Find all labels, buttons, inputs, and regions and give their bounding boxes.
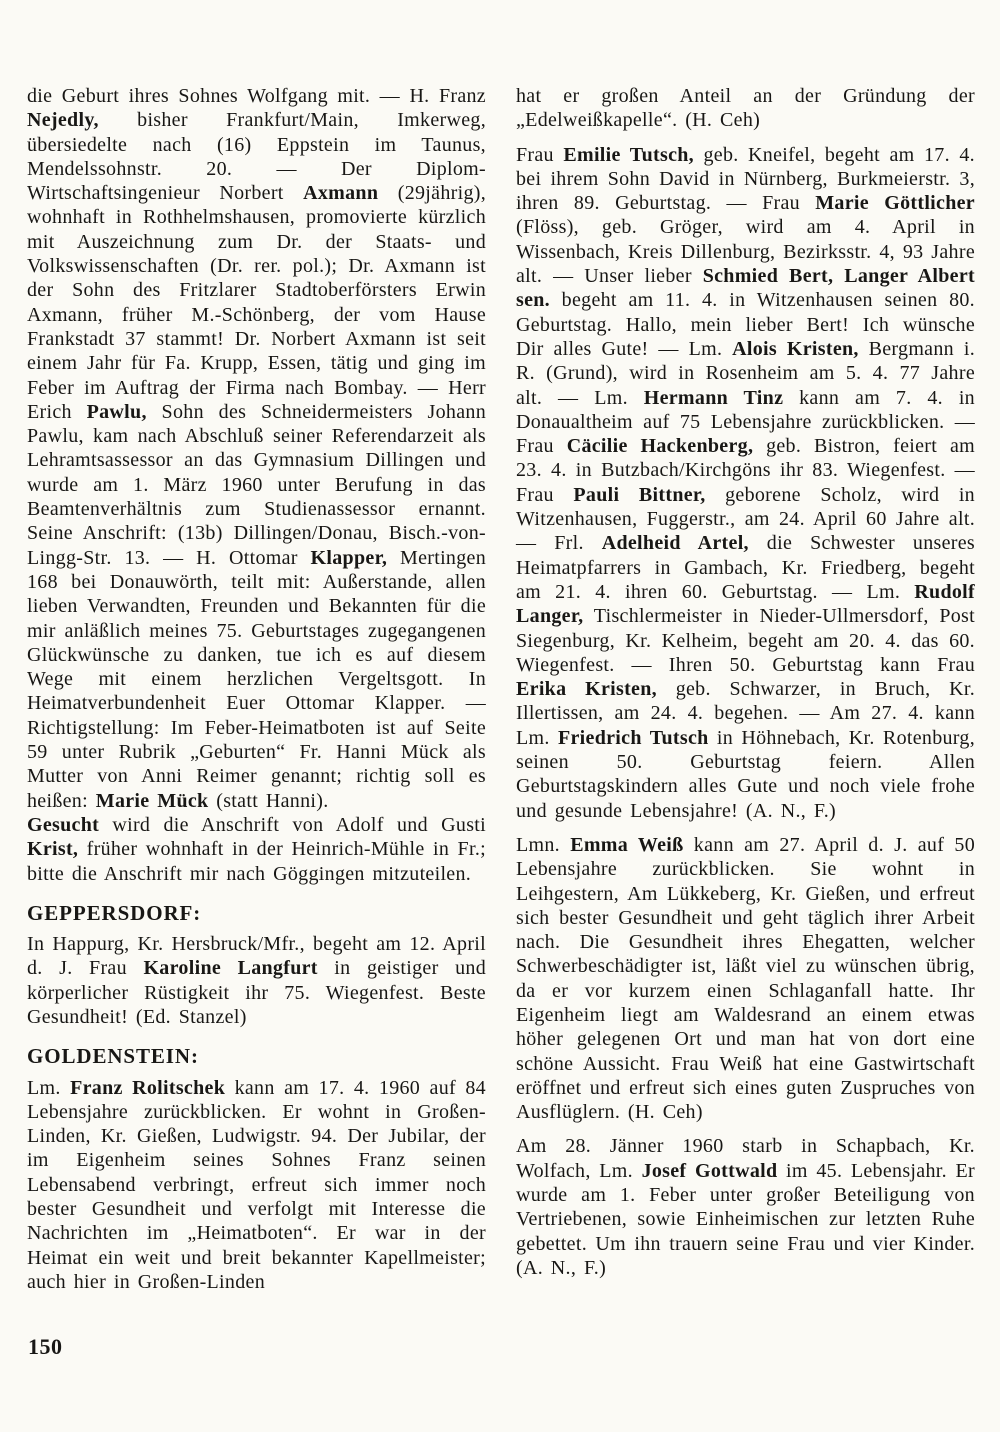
emphasized-name: Gesucht — [27, 813, 100, 836]
emphasized-name: Nejedly, — [27, 109, 99, 132]
emphasized-name: Marie Mück — [95, 789, 209, 812]
body-text: Mertingen 168 bei Donauwörth, teilt mit: Außerstande, allen lieben Verwandten, Freunden und Bekannten für die mir anläßlich meines 75. Geburtstages zugegangenen Glückwünsche zu danken, tue ich es auf diesem Wege mit einem herzlichen Vergeltsgott. In Heimatverbundenheit Euer Ottomar Klapper. — Richtigstellung: Im Feber-Heimatboten ist auf Seite 59 unter Rubrik „Geburten“ Fr. Hanni Mück als Mutter von Anni Reimer genannt; richtig soll es heißen: — [27, 546, 487, 812]
emphasized-name: Franz Rolitschek — [70, 1076, 226, 1099]
emphasized-name: Erika Kristen, — [516, 678, 657, 701]
body-paragraph — [27, 813, 486, 886]
body-paragraph — [516, 84, 975, 133]
emphasized-name: Cäcilie Hackenberg, — [566, 435, 754, 458]
body-text: Frau — [516, 143, 564, 166]
body-text: Bergmann i. R. (Grund), wird in Rosenheim am 5. 4. 77 Jahre alt. — Lm. — [516, 337, 975, 409]
body-paragraph — [516, 833, 975, 1125]
body-text: (Flöss), geb. Gröger, wird am 4. April in Wissenbach, Kreis Dillenburg, Bezirksstr. 4, 93 Jahre alt. — Unser lieber — [516, 216, 975, 288]
body-text: wird die Anschrift von Adolf und Gusti — [99, 813, 486, 836]
body-text: (29jährig), wohnhaft in Rothhelmshausen, promovierte kürzlich mit Auszeichnung zum Dr. der Staats- und Volkswissenschaften (Dr. rer. pol.); Dr. Axmann ist der Sohn des Fritzlarer Stadtoberförsters Erwin Axmann, früher M.-Schönberg, der vom Hause Frankstadt 37 stammt! Dr. Norbert Axmann ist seit einem Jahr für Fa. Krupp, Essen, tätig und ging im Feber im Auftrag der Firma nach Bombay. — Herr Erich — [27, 182, 487, 423]
emphasized-name: Marie Göttlicher — [815, 192, 975, 215]
emphasized-name: Rudolf Langer, — [516, 580, 975, 628]
body-text: Am 28. Jänner 1960 starb in Schapbach, Kr. Wolfach, Lm. — [516, 1135, 975, 1182]
body-text: Lmn. — [516, 833, 571, 856]
body-text: die Schwester unseres Heimatpfarrers in Gambach, Kr. Friedberg, begeht am 21. 4. ihren 60. Geburtstag. — Lm. — [516, 532, 975, 603]
emphasized-name: Hermann Tinz — [643, 386, 784, 409]
body-text: Lm. — [27, 1076, 71, 1099]
emphasized-name: Pawlu, — [86, 400, 147, 423]
body-text: in geistiger und körperlicher Rüstigkeit ihr 75. Wiegenfest. Beste Gesundheit! (Ed. Stanzel) — [27, 957, 486, 1028]
body-text: bisher Frankfurt/Main, Imkerweg, übersiedelte nach (16) Eppstein im Taunus, Mendelssohnstr. 20. — Der Diplom-Wirtschaftsingenieur Norbert — [27, 109, 486, 205]
body-text: früher wohnhaft in der Heinrich-Mühle in Fr.; bitte die Anschrift mir nach Göggingen mitzuteilen. — [27, 838, 486, 885]
left-text-column — [27, 84, 486, 1294]
body-paragraph — [27, 84, 486, 813]
section-heading: GOLDENSTEIN: — [27, 1044, 199, 1069]
body-text: kann am 17. 4. 1960 auf 84 Lebensjahre zurückblicken. Er wohnt in Großen-Linden, Kr. Gießen, Ludwigstr. 94. Der Jubilar, der im Eigenheim seines Sohnes Franz seinen Lebensabend verbringt, erfreut sich immer noch bester Gesundheit und verfolgt mit Interesse die Nachrichten im „Heimatboten“. Er war in der Heimat ein weit und breit bekannter Kapellmeister; auch hier in Großen-Linden — [27, 1076, 486, 1293]
body-text: Sohn des Schneidermeisters Johann Pawlu, kam nach Abschluß seiner Referendarzeit als Lehramtsassessor an das Gymnasium Dillingen und wurde am 1. März 1960 unter Berufung in das Beamtenverhältnis zum Studienassessor ernannt. Seine Anschrift: (13b) Dillingen/Donau, Bisch.-von-Lingg-Str. 13. — H. Ottomar — [27, 400, 486, 569]
body-text: In Happurg, Kr. Hersbruck/Mfr., begeht am 12. April d. J. Frau — [27, 933, 486, 980]
body-text: im 45. Lebensjahr. Er wurde am 1. Feber unter großer Beteiligung von Vertriebenen, sowie Einheimischen zur letzten Ruhe gebettet. Um ihn trauern seine Frau und vier Kinder. (A. N., F.) — [516, 1159, 975, 1279]
page-number: 150 — [28, 1334, 63, 1359]
body-paragraph — [27, 1076, 486, 1295]
body-text: in Höhnebach, Kr. Rotenburg, seinen 50. Geburtstag feiern. Allen Geburtstagskindern alles Gute und noch viele frohe und gesunde Lebensjahre! (A. N., F.) — [516, 726, 976, 822]
emphasized-name: Josef Gottwald — [641, 1159, 778, 1182]
body-text: (statt Hanni). — [208, 789, 329, 812]
body-text: geb. Bistron, feiert am 23. 4. in Butzbach/Kirchgöns ihr 83. Wiegenfest. — Frau — [516, 435, 975, 506]
right-text-column — [516, 84, 975, 1280]
body-text: geborene Scholz, wird in Witzenhausen, Fuggerstr., am 24. April 60 Jahre alt. — Frl. — [516, 483, 975, 555]
emphasized-name: Schmied Bert, Langer Albert sen. — [516, 265, 976, 312]
emphasized-name: Karoline Langfurt — [143, 957, 318, 980]
emphasized-name: Emilie Tutsch, — [563, 143, 694, 166]
body-text: geb. Schwarzer, in Bruch, Kr. Illertissen, am 24. 4. begehen. — Am 27. 4. kann Lm. — [516, 678, 976, 749]
body-paragraph — [516, 143, 975, 823]
body-text: hat er großen Anteil an der Gründung der „Edelweißkapelle“. (H. Ceh) — [516, 85, 975, 132]
emphasized-name: Alois Kristen, — [732, 337, 859, 360]
emphasized-name: Pauli Bittner, — [573, 483, 706, 506]
body-text: kann am 27. April d. J. auf 50 Lebensjahre zurückblicken. Sie wohnt in Leihgestern, Am Lükkeberg, Kr. Gießen, und erfreut sich bester Gesundheit und geht täglich ihrer Arbeit nach. Die Gesundheit ihres Ehegatten, welcher Schwerbeschädigter ist, läßt viel zu wünschen übrig, da er vor kurzem einen Schlaganfall hatte. Ihr Eigenheim liegt am Waldesrand an einem etwas höher gelegenen Ort und man hat von dort eine schöne Aussicht. Frau Weiß hat eine Gastwirtschaft eröffnet und erfreut sich eines guten Zuspruches von Ausflüglern. (H. Ceh) — [516, 833, 975, 1124]
emphasized-name: Adelheid Artel, — [601, 532, 749, 555]
body-paragraph — [516, 1134, 975, 1280]
body-text: die Geburt ihres Sohnes Wolfgang mit. — H. Franz — [27, 85, 486, 107]
emphasized-name: Klapper, — [310, 546, 388, 569]
emphasized-name: Friedrich Tutsch — [557, 726, 709, 749]
body-text: Tischlermeister in Nieder-Ullmersdorf, Post Siegenburg, Kr. Kelheim, begeht am 20. 4. das 60. Wiegenfest. — Ihren 50. Geburtstag kann Frau — [516, 605, 975, 676]
body-text: kann am 7. 4. in Donaualtheim auf 75 Lebensjahre zurückblicken. — Frau — [516, 386, 975, 458]
section-heading: GEPPERSDORF: — [27, 900, 202, 925]
body-text: geb. Kneifel, begeht am 17. 4. bei ihrem Sohn David in Nürnberg, Burkmeierstr. 3, ihren 89. Geburtstag. — Frau — [516, 143, 975, 215]
body-paragraph — [27, 932, 486, 1029]
body-text: begeht am 11. 4. in Witzenhausen seinen 80. Geburtstag. Hallo, mein lieber Bert! Ich wünsche Dir alles Gute! — Lm. — [516, 289, 975, 360]
emphasized-name: Krist, — [27, 838, 79, 861]
emphasized-name: Emma Weiß — [570, 833, 684, 856]
emphasized-name: Axmann — [303, 182, 379, 205]
